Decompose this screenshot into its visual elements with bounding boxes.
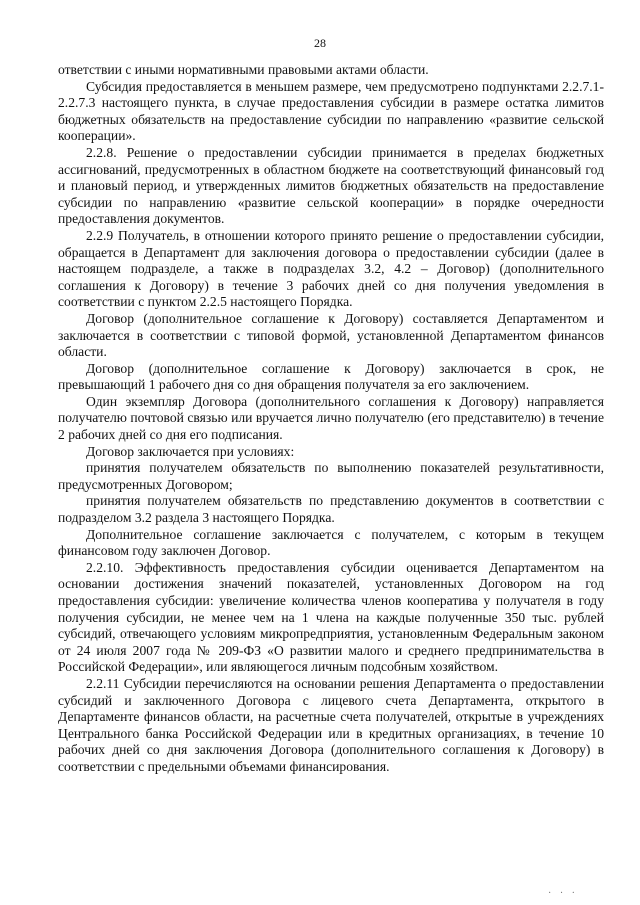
paragraph-additional-agreement: Дополнительное соглашение заключается с получателем, с которым в текущем финансовом году заключен Договор.	[58, 526, 604, 559]
paragraph-contract-copy: Один экземпляр Договора (дополнительного соглашения к Договору) направляется получателю почтовой связью или вручается лично получателю (его представителю) в течение 2 рабочих дней со дня его подписания.	[58, 393, 604, 443]
paragraph-condition-documents: принятия получателем обязательств по представлению документов в соответствии с подразделом 3.2 раздела 3 настоящего Порядка.	[58, 493, 604, 526]
paragraph-contract-drafting: Договор (дополнительное соглашение к Договору) составляется Департаментом и заключается в соответствии с типовой формой, установленной Департаментом финансов области.	[58, 310, 604, 360]
scan-artifact-marks: · · ·	[548, 888, 578, 899]
document-body	[58, 62, 604, 776]
paragraph-subsidy-reduced: Субсидия предоставляется в меньшем размере, чем предусмотрено подпунктами 2.2.7.1-2.2.7.3 настоящего пункта, в случае предоставления субсидии в размере остатка лимитов бюджетных обязательств на предоставление субсидии по направлению «развитие сельской кооперации».	[58, 78, 604, 144]
paragraph-contract-term: Договор (дополнительное соглашение к Договору) заключается в срок, не превышающий 1 рабочего дня со дня обращения получателя за его заключением.	[58, 360, 604, 393]
paragraph-2-2-9: 2.2.9 Получатель, в отношении которого принято решение о предоставлении субсидии, обращается в Департамент для заключения договора о предоставлении субсидии (далее в настоящем подразделе, а также в подразделах 3.2, 4.2 – Договор) (дополнительного соглашения к Договору) в течение 3 рабочих дней со дня получения уведомления в соответствии с пунктом 2.2.5 настоящего Порядка.	[58, 227, 604, 310]
paragraph-contract-conditions: Договор заключается при условиях:	[86, 443, 295, 459]
paragraph-2-2-11: 2.2.11 Субсидии перечисляются на основании решения Департамента о предоставлении субсидий и заключенного Договора с лицевого счета Департамента, открытого в Департаменте финансов области, на расчетные счета получателей, открытые в учреждениях Центрального банка Российской Федерации или в кредитных организациях, в течение 10 рабочих дней со дня заключения Договора (дополнительного соглашения к Договору) в соответствии с предельными объемами финансирования.	[58, 675, 604, 774]
paragraph-2-2-8: 2.2.8. Решение о предоставлении субсидии принимается в пределах бюджетных ассигнований, предусмотренных в областном бюджете на соответствующий финансовый год и плановый период, и утвержденных лимитов бюджетных обязательств на предоставление субсидии по направлению «развитие сельской кооперации» в порядке очередности предоставления документов.	[58, 144, 604, 227]
paragraph-continuation: ответствии с иными нормативными правовыми актами области.	[58, 62, 429, 77]
paragraph-2-2-10: 2.2.10. Эффективность предоставления субсидии оценивается Департаментом на основании достижения значений показателей, установленных Договором на год предоставления субсидии: увеличение количества членов кооператива у получателя в году получения субсидии, не менее чем на 1 члена на каждые полученные 350 тыс. рублей субсидий, отвечающего условиям микропредприятия, установленным Федеральным законом от 24 июля 2007 года № 209-ФЗ «О развитии малого и среднего предпринимательства в Российской Федерации», или являющегося личным подсобным хозяйством.	[58, 559, 604, 675]
page-number: 28	[314, 36, 326, 50]
paragraph-condition-performance: принятия получателем обязательств по выполнению показателей результативности, предусмотренных Договором;	[58, 460, 604, 492]
